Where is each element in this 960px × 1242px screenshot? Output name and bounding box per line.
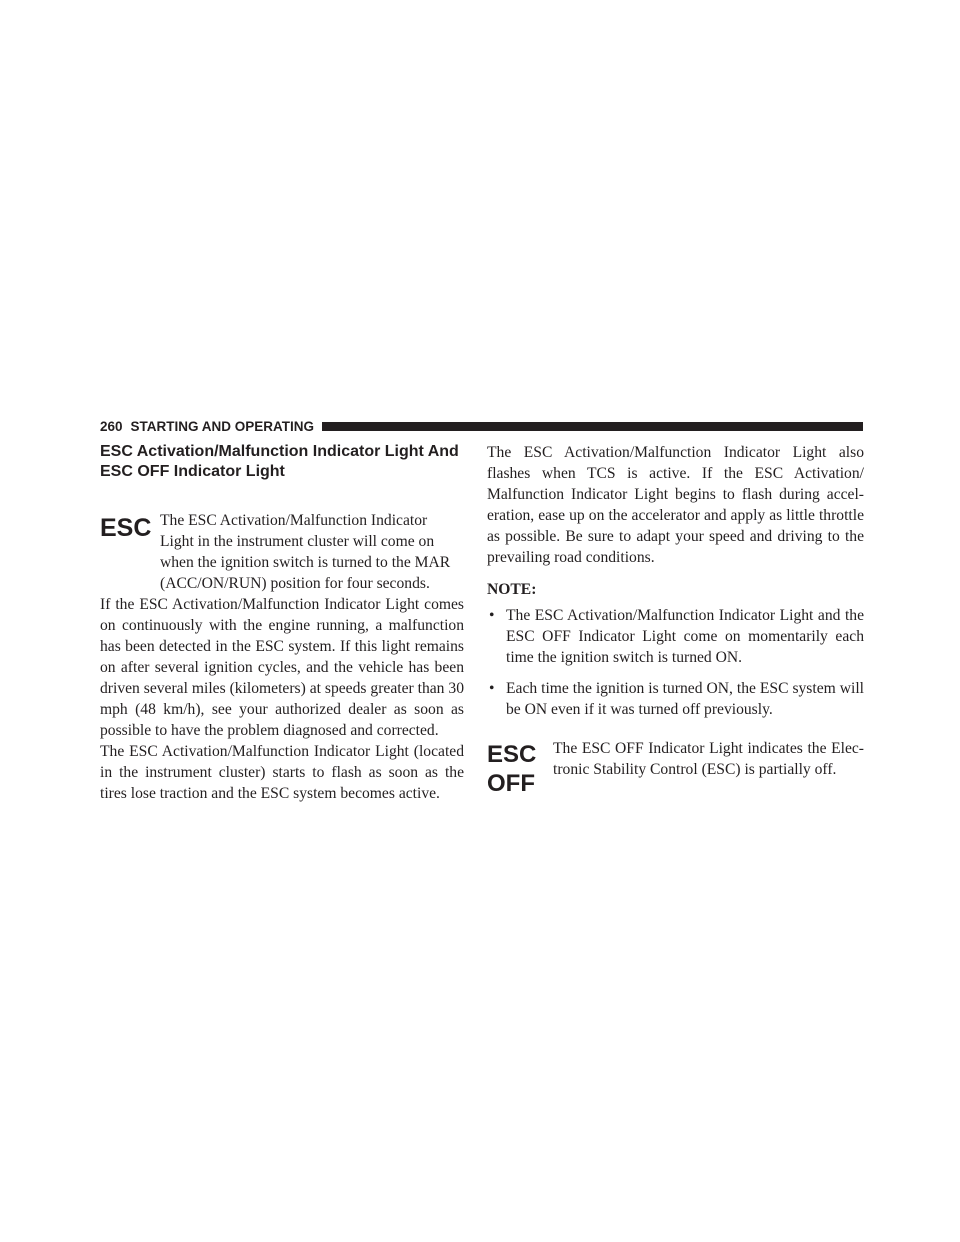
- section-title: STARTING AND OPERATING: [130, 419, 315, 434]
- heading-line-1: ESC Activation/Malfunction Indicator Light And: [100, 443, 459, 460]
- page-header: [100, 420, 863, 433]
- icon-paragraph-line-1: The ESC Activation/Malfunction Indicator: [160, 512, 428, 529]
- icon-paragraph-line-4: (ACC/ON/RUN) position for four seconds.: [160, 575, 430, 592]
- esc-off-indicator-icon: [487, 738, 553, 799]
- right-column: [487, 442, 864, 799]
- esc-off-icon-line-2: OFF: [487, 770, 535, 794]
- section-heading: [100, 442, 464, 482]
- note-list: [487, 605, 864, 720]
- paragraph-1-continued: If the ESC Activation/Malfunction Indicator Light comes on continuously with the engine running, a malfunction has been detected in the ESC system. If this light remains on after several ignition cycles, and the vehicle has been driven several miles (kilometers) at speeds greater than 30 mph (48 km/h), see your authorized dealer as soon as possible to have the problem diagnosed and corrected.: [100, 596, 464, 739]
- list-item-text: Each time the ignition is turned ON, the ESC system will be ON even if it was turned off previously.: [506, 680, 864, 718]
- heading-line-2: ESC OFF Indicator Light: [100, 463, 285, 480]
- list-item: [487, 605, 864, 668]
- note-label: NOTE:: [487, 581, 537, 598]
- esc-icon-text: ESC: [100, 514, 152, 540]
- left-column: [100, 440, 464, 804]
- icon-paragraph-line-2: Light in the instrument cluster will come on: [160, 533, 435, 550]
- esc-off-description: The ESC OFF Indicator Light indicates the Elec-tronic Stability Control (ESC) is partially off.: [553, 740, 864, 778]
- bullet-icon: •: [489, 607, 495, 624]
- esc-off-icon-line-1: ESC: [487, 741, 537, 768]
- bullet-icon: •: [489, 680, 495, 697]
- list-item-text: The ESC Activation/Malfunction Indicator Light and the ESC OFF Indicator Light come on momentarily each time the ignition switch is turned ON.: [506, 607, 864, 666]
- esc-off-block: [487, 738, 864, 799]
- esc-indicator-icon: [100, 514, 160, 574]
- list-item: [487, 678, 864, 720]
- paragraph-3: The ESC Activation/Malfunction Indicator Light also flashes when TCS is active. If the ESC Activation/ Malfunction Indicator Light begins to flash during accel-eration, ease up on the accelerator and apply as little throttle as possible. Be sure to adapt your speed and driving to the prevailing road conditions.: [487, 444, 864, 566]
- page-number: 260: [100, 419, 123, 434]
- paragraph-2: The ESC Activation/Malfunction Indicator Light (located in the instrument cluster) starts to flash as soon as the tires lose traction and the ESC system becomes active.: [100, 743, 464, 802]
- header-rule: [322, 422, 863, 431]
- icon-paragraph-line-3: when the ignition switch is turned to the MAR: [160, 554, 451, 571]
